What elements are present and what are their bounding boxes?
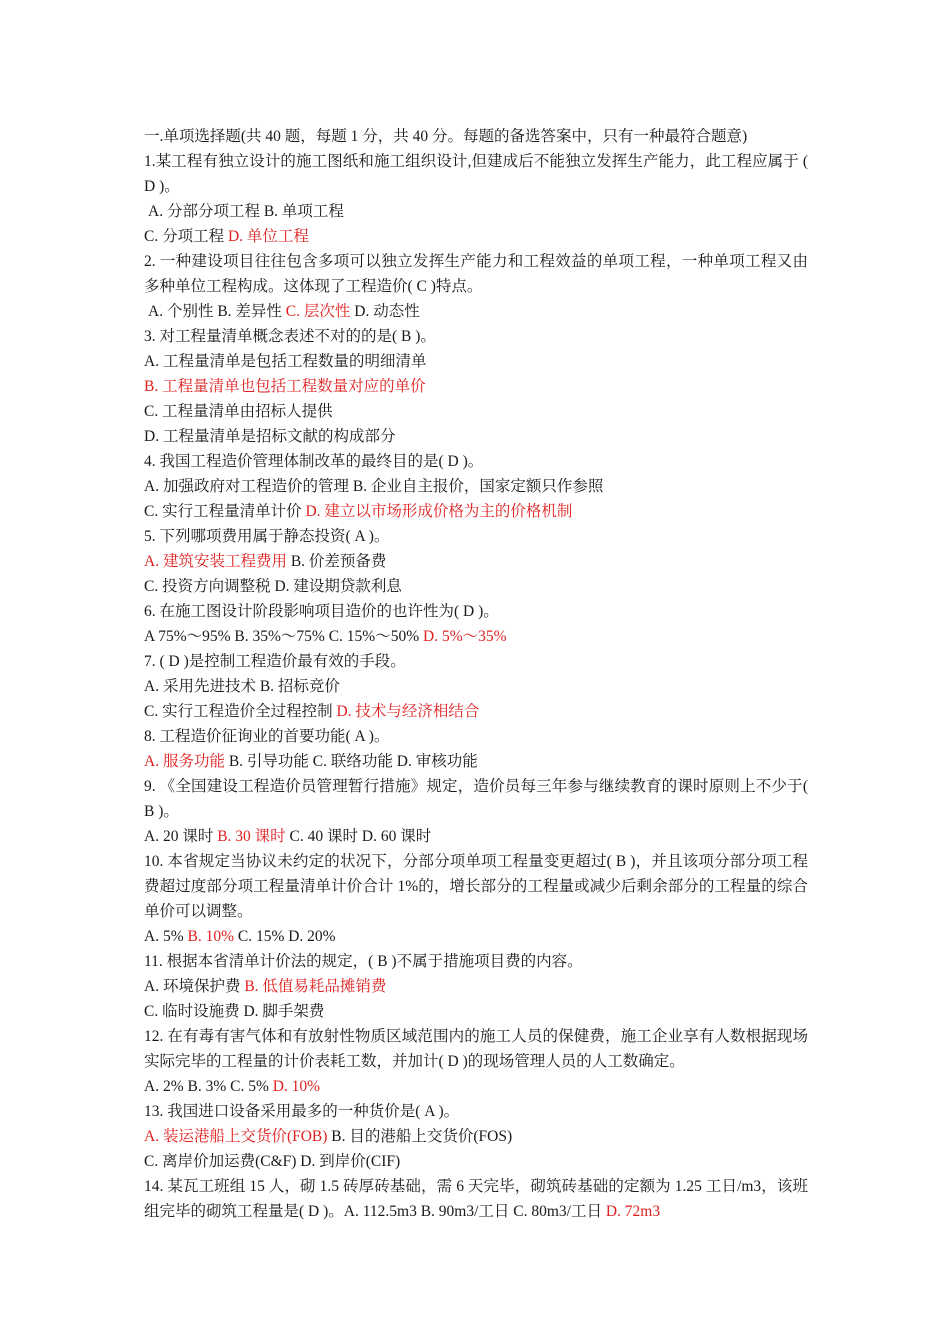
- option-cd: C. 40 课时 D. 60 课时: [285, 828, 432, 845]
- option-c: C. 分项工程: [144, 228, 228, 245]
- question-7-stem: 7. ( D )是控制工程造价最有效的手段。: [144, 653, 406, 670]
- question-1-options-ab: A. 分部分项工程 B. 单项工程: [148, 203, 344, 220]
- option-abc: A. 2% B. 3% C. 5%: [144, 1078, 273, 1095]
- question-3-stem: 3. 对工程量清单概念表述不对的的是( B )。: [144, 328, 436, 345]
- question-2-options: [144, 299, 808, 324]
- answer-option: D. 单位工程: [227, 228, 309, 245]
- question-13-options-cd: C. 离岸价加运费(C&F) D. 到岸价(CIF): [144, 1153, 401, 1170]
- question-13-options-ab: [144, 1124, 808, 1149]
- question-1-options-cd: [144, 224, 808, 249]
- answer-option: B. 30 课时: [217, 828, 286, 845]
- question-6-options: [144, 624, 808, 649]
- question-12-options: [144, 1074, 808, 1099]
- question-4-options-cd: [144, 499, 808, 524]
- document-body: [144, 124, 808, 1224]
- question-14: [144, 1174, 808, 1224]
- answer-option: B. 低值易耗品摊销费: [244, 978, 387, 995]
- question-1-stem: 1.某工程有独立设计的施工图纸和施工组织设计,但建成后不能独立发挥生产能力，此工程应属于 ( D )。: [144, 153, 808, 195]
- question-13-stem: 13. 我国进口设备采用最多的一种货价是( A )。: [144, 1103, 460, 1120]
- question-7-options-ab: A. 采用先进技术 B. 招标竞价: [144, 678, 340, 695]
- option-abc: A 75%～95% B. 35%～75% C. 15%～50%: [144, 628, 423, 645]
- answer-option: A. 装运港船上交货价(FOB): [144, 1128, 328, 1145]
- question-9-options: [144, 824, 808, 849]
- answer-option: D. 72m3: [605, 1203, 661, 1220]
- question-14-stem: 14. 某瓦工班组 15 人，砌 1.5 砖厚砖基础，需 6 天完毕，砌筑砖基础的定额为 1.25 工日/m3，该班组完毕的砌筑工程量是( D )。A. 112.5m3 B. 90m3/工日 C. 80m3/工日: [144, 1178, 808, 1220]
- option-a: A. 环境保护费: [144, 978, 245, 995]
- answer-option: D. 5%～35%: [423, 628, 507, 645]
- question-5-options-cd: C. 投资方向调整税 D. 建设期贷款利息: [144, 578, 402, 595]
- question-10-stem: 10. 本省规定当协议未约定的状况下，分部分项单项工程量变更超过( B )，并且该项分部分项工程费超过度部分项工程量清单计价合计 1%的，增长部分的工程量或减少后剩余部分的工程量的综合单价可以调整。: [144, 853, 808, 920]
- question-12-stem: 12. 在有毒有害气体和有放射性物质区域范围内的施工人员的保健费，施工企业享有人数根据现场实际完毕的工程量的计价表耗工数，并加计( D )的现场管理人员的人工数确定。: [144, 1028, 808, 1070]
- question-3-option-d: D. 工程量清单是招标文献的构成部分: [144, 428, 396, 445]
- option-c: C. 实行工程量清单计价: [144, 503, 306, 520]
- question-8-options: [144, 749, 808, 774]
- question-7-options-cd: [144, 699, 808, 724]
- answer-option: A. 建筑安装工程费用: [144, 553, 287, 570]
- question-11-stem: 11. 根据本省清单计价法的规定，( B )不属于措施项目费的内容。: [144, 953, 583, 970]
- answer-option: D. 建立以市场形成价格为主的价格机制: [305, 503, 573, 520]
- option-c: C. 实行工程造价全过程控制: [144, 703, 337, 720]
- answer-option: D. 10%: [272, 1078, 321, 1095]
- option-d: D. 动态性: [350, 303, 420, 320]
- option-ab: A. 个别性 B. 差异性: [148, 303, 286, 320]
- question-5-options-ab: [144, 549, 808, 574]
- answer-option: A. 服务功能: [144, 753, 225, 770]
- question-11-options-ab: [144, 974, 808, 999]
- question-11-options-cd: C. 临时设施费 D. 脚手架费: [144, 1003, 325, 1020]
- option-a: A. 20 课时: [144, 828, 218, 845]
- question-3-option-c: C. 工程量清单由招标人提供: [144, 403, 333, 420]
- answer-option: B. 10%: [187, 928, 234, 945]
- question-10-options: [144, 924, 808, 949]
- question-3-option-a: A. 工程量清单是包括工程数量的明细清单: [144, 353, 427, 370]
- question-2-stem: 2. 一种建设项目往往包含多项可以独立发挥生产能力和工程效益的单项工程，一种单项工程又由多种单位工程构成。这体现了工程造价( C )特点。: [144, 253, 808, 295]
- option-a: A. 5%: [144, 928, 188, 945]
- question-4-options-ab: A. 加强政府对工程造价的管理 B. 企业自主报价，国家定额只作参照: [144, 478, 604, 495]
- option-cd: C. 15% D. 20%: [233, 928, 336, 945]
- question-9-stem: 9. 《全国建设工程造价员管理暂行措施》规定，造价员每三年参与继续教育的课时原则上不少于( B )。: [144, 778, 808, 820]
- option-b: B. 目的港船上交货价(FOS): [327, 1128, 513, 1145]
- option-b: B. 价差预备费: [286, 553, 387, 570]
- question-4-stem: 4. 我国工程造价管理体制改革的最终目的是( D )。: [144, 453, 484, 470]
- question-5-stem: 5. 下列哪项费用属于静态投资( A )。: [144, 528, 390, 545]
- question-3-answer: B. 工程量清单也包括工程数量对应的单价: [144, 378, 426, 395]
- question-6-stem: 6. 在施工图设计阶段影响项目造价的也许性为( D )。: [144, 603, 499, 620]
- answer-option: D. 技术与经济相结合: [336, 703, 480, 720]
- section-title: 一.单项选择题(共 40 题，每题 1 分，共 40 分。每题的备选答案中，只有一种最符合题意): [144, 128, 748, 145]
- option-bcd: B. 引导功能 C. 联络功能 D. 审核功能: [224, 753, 478, 770]
- answer-option: C. 层次性: [285, 303, 351, 320]
- question-8-stem: 8. 工程造价征询业的首要功能( A )。: [144, 728, 390, 745]
